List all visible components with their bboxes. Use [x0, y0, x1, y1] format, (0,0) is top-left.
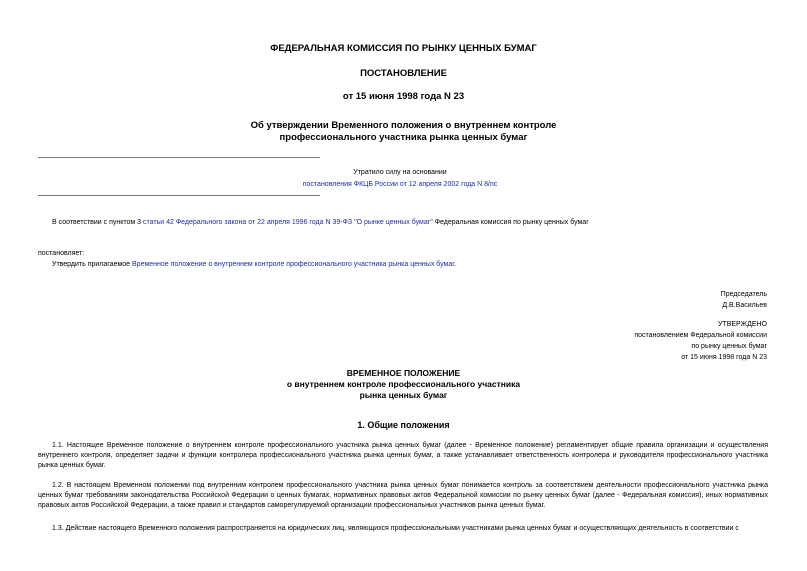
decrees-text: постановляет: — [38, 250, 85, 257]
paragraph-1-3 — [38, 524, 768, 534]
approve-prefix: Утвердить прилагаемое — [52, 261, 133, 268]
section-1-heading: 1. Общие положения — [357, 420, 450, 430]
lost-force-link[interactable]: постановления ФКЦБ России от 12 апреля 2002 года N 8/пс — [302, 181, 498, 188]
doc-title-line-2: профессионального участника рынка ценных бумаг — [279, 132, 528, 143]
paragraph-1-2 — [38, 481, 768, 511]
approve-suffix: . — [453, 261, 456, 268]
lost-force-link-wrap — [280, 180, 520, 190]
regulation-title-2: о внутреннем контроле профессионального участника — [286, 379, 521, 389]
regulation-link[interactable]: Временное положение о внутреннем контроле профессионального участника рынка ценных бумаг — [132, 261, 454, 268]
paragraph-1-1 — [38, 441, 768, 471]
approval-line-3: от 15 июня 1998 года N 23 — [681, 354, 767, 361]
approve-line — [52, 260, 456, 270]
regulation-title-1: ВРЕМЕННОЕ ПОЛОЖЕНИЕ — [346, 368, 461, 378]
approval-word: УТВЕРЖДЕНО — [717, 321, 767, 328]
paragraph-1-3-text: 1.3. Действие настоящего Временного положения распространяется на юридических лиц, являющихся профессиональными участниками рынка ценных бумаг и осуществляющих деятельность в соответствии с — [52, 525, 739, 532]
divider-bottom — [38, 195, 320, 196]
paragraph-1-2-text: 1.2. В настоящем Временном положении под внутренним контролем профессионального участника рынка ценных бумаг понимается контроль за соответствием деятельности профессионального участника рынка ценных бумаг требованиям законодательства Российской Федерации о ценных бумагах, нормативных правовых актов Федеральной комиссии по рынку ценных бумаг (далее - Федеральная комиссия), иных нормативных правовых актов Российской Федерации, а также правил и стандартов саморегулируемой организации профессиональных участников рынка ценных бумаг. — [38, 482, 768, 509]
approval-line-1: постановлением Федеральной комиссии — [634, 332, 767, 339]
lost-force-text: Утратило силу на основании — [353, 169, 447, 176]
paragraph-1-1-text: 1.1. Настоящее Временное положение о внутреннем контроле профессионального участника рынка ценных бумаг (далее - Временное положение) регламентирует общие правила организации и осуществления внутреннего контроля, определяет задачи и функции контролера профессионального участника рынка ценных бумаг, а также устанавливает ответственность контролера и руководителя профессионального участника рынка ценных бумаг. — [38, 442, 768, 469]
preamble-suffix: Федеральная комиссия по рынку ценных бумаг — [432, 219, 589, 226]
approval-line-2: по рынку ценных бумаг — [691, 343, 767, 350]
commission-heading: ФЕДЕРАЛЬНАЯ КОМИССИЯ ПО РЫНКУ ЦЕННЫХ БУМАГ — [270, 43, 537, 54]
doc-type-heading: ПОСТАНОВЛЕНИЕ — [360, 68, 447, 79]
divider-top — [38, 157, 320, 158]
preamble-line — [52, 218, 589, 228]
doc-date-heading: от 15 июня 1998 года N 23 — [342, 91, 465, 102]
doc-title-line-1: Об утверждении Временного положения о внутреннем контроле — [250, 120, 557, 131]
law-article-link[interactable]: статьи 42 Федерального закона от 22 апреля 1996 года N 39-ФЗ "О рынке ценных бумаг" — [143, 219, 433, 226]
regulation-title-3: рынка ценных бумаг — [359, 390, 448, 400]
preamble-prefix: В соответствии с пунктом 3 — [52, 219, 144, 226]
signature-position: Председатель — [720, 291, 767, 298]
signature-name: Д.В.Васильев — [722, 302, 767, 309]
